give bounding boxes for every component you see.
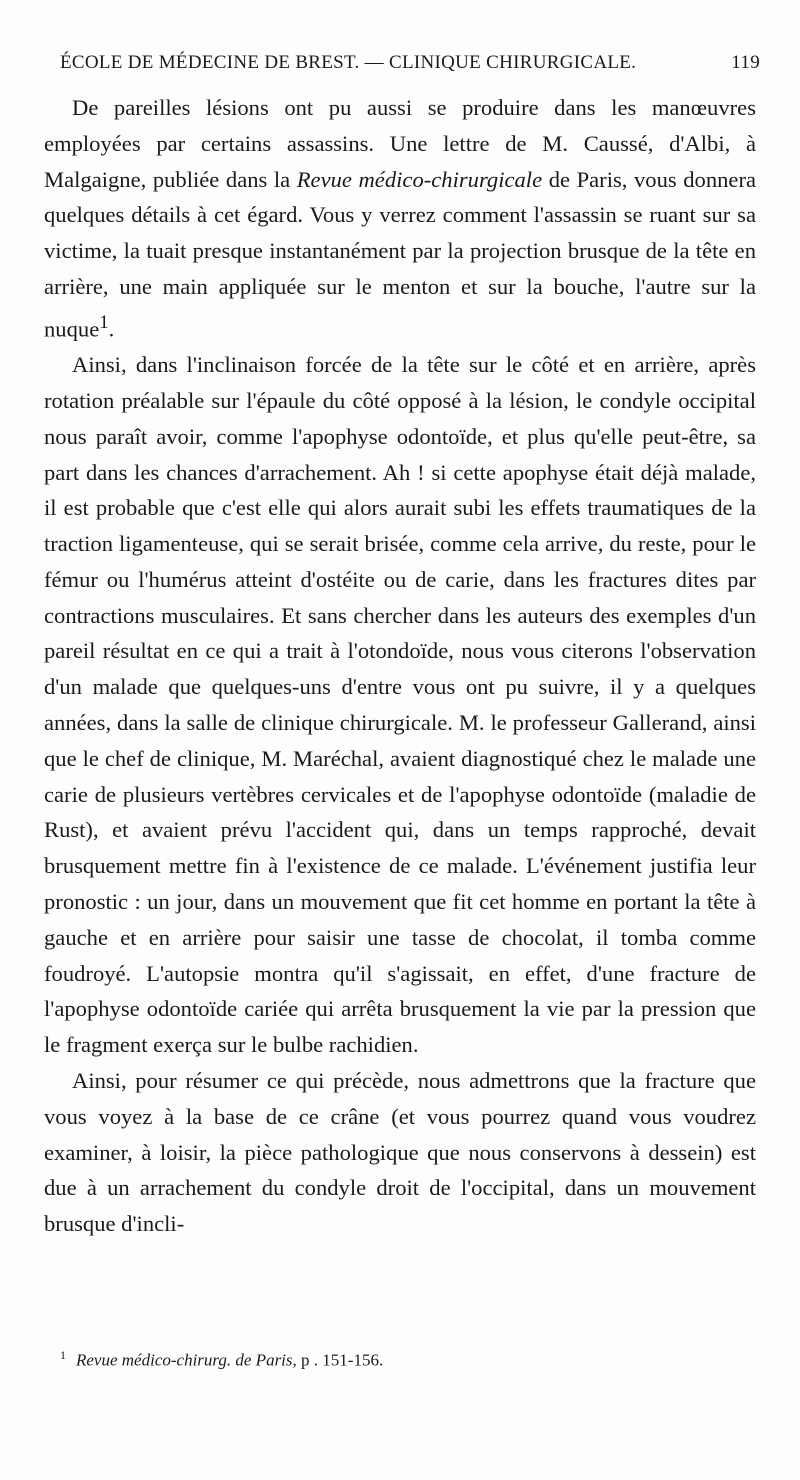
page-number: 119 <box>731 52 760 73</box>
paragraph-text: de Paris, vous donnera quelques détails à cet égard. Vous y verrez comment l'assassin se ruant sur sa victime, la tuait presque instantanément par la projection brusque de la tête en arrière, une main appliquée sur le menton et sur la bouche, l'autre sur la nuque <box>44 166 756 342</box>
footnote-reference: 1 <box>99 311 109 333</box>
footnote-pages: p . 151-156. <box>296 1350 384 1370</box>
paragraph-text: . <box>108 316 115 342</box>
paragraph: Ainsi, dans l'inclinaison forcée de la tête sur le côté et en arrière, après rotation préalable sur l'épaule du côté opposé à la lésion, le condyle occipital nous paraît avoir, comme l'apophyse odontoïde, et plus qu'elle peut-être, sa part dans les chances d'arrachement. Ah ! si cette apophyse était déjà malade, il est probable que c'est elle qui alors aurait subi les effets traumatiques de la traction ligamenteuse, qui se serait brisée, comme cela arrive, du reste, pour le fémur ou l'humérus atteint d'ostéite ou de carie, dans les fractures dites par contractions musculaires. Et sans chercher dans les auteurs des exemples d'un pareil résultat en ce qui a trait à l'otondoïde, nous vous citerons l'observation d'un malade que quelques-uns d'entre vous ont pu suivre, il y a quelques années, dans la salle de clinique chirurgicale. M. le professeur Gallerand, ainsi que le chef de clinique, M. Maréchal, avaient diagnostiqué chez le malade une carie de plusieurs vertèbres cervicales et de l'apophyse odontoïde (maladie de Rust), et avaient prévu l'accident qui, dans un temps rapproché, devait brusquement mettre fin à l'existence de ce malade. L'événement justifia leur pronostic : un jour, dans un mouvement que fit cet homme en portant la tête à gauche et en arrière pour saisir une tasse de chocolat, il tomba comme foudroyé. L'autopsie montra qu'il s'agissait, en effet, d'une fracture de l'apophyse odontoïde cariée qui arrêta brusquement la vie par la pression que le fragment exerça sur le bulbe rachidien. <box>44 352 756 1058</box>
running-title: ÉCOLE DE MÉDECINE DE BREST. — CLINIQUE CHIRURGICALE. <box>60 52 637 73</box>
running-header <box>60 52 760 82</box>
paragraph: Ainsi, pour résumer ce qui précède, nous admettrons que la fracture que vous voyez à la base de ce crâne (et vous pourrez quand vous voudrez examiner, à loisir, la pièce pathologique que nous conservons à dessein) est due à un arrachement du condyle droit de l'occipital, dans un mouvement brusque d'incli- <box>44 1068 756 1237</box>
footnote-mark: 1 <box>60 1348 66 1362</box>
footnote <box>60 1348 760 1371</box>
paragraph-text: De pareilles lésions ont pu aussi se produire dans les manœuvres employées par certains assassins. Une lettre de M. Caussé, d'Albi, à Malgaigne, publiée dans la <box>44 95 756 192</box>
body-text <box>44 90 756 1242</box>
paragraph <box>44 90 756 347</box>
journal-title: Revue médico-chirurgicale <box>296 166 543 192</box>
footnote-source: Revue médico-chirurg. de Paris, <box>76 1350 297 1370</box>
